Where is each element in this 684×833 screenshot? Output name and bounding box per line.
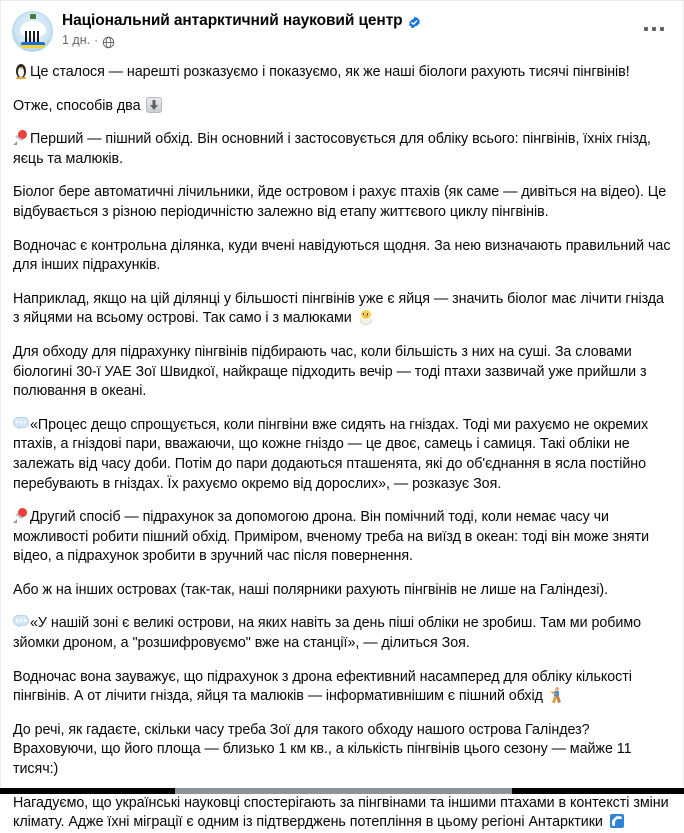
post-paragraph (13, 416, 671, 494)
paragraph-text: «У нашій зоні є великі острови, на яких навіть за день піші обліки не зробиш. Там ми робимо зйомки дроном, а "розшифровуємо" вже на станції», — ділиться Зоя. (13, 615, 641, 652)
paragraph-text: Це сталося — нарешті розказуємо і показуємо, як же наші біологи рахують тисячі пінгвінів! (30, 64, 630, 80)
post-paragraph (13, 581, 671, 601)
post-timestamp[interactable]: 1 дн. (62, 33, 91, 47)
more-dot (652, 27, 656, 31)
paragraph-text: Наприклад, якщо на цій ділянці у більшості пінгвінів уже є яйця — значить біолог має лічити гнізда з яйцями на всьому острові. Так само і з малюками (13, 290, 664, 327)
paragraph-text: Для обходу для підрахунку пінгвінів підбирають час, коли більшість з них на суші. За словами біологині 30-ї УАЕ Зої Швидкої, найкраще підходить вечір — тоді птахи зазвичай уже прийшли з полювання в океані. (13, 343, 647, 400)
paragraph-text: «Процес дещо спрощується, коли пінгвіни вже сидять на гніздах. Тоді ми рахуємо не окремих птахів, а гніздові пари, вважаючи, що кожне гніздо — це двоє, самець і самиця. Такі обліки не залежать від часу доби. Потім до пари додаються пташенята, які до об'єднання в ясла постійно перебувають в гніздах. Їх рахуємо окремо від дорослих», — розказує Зоя. (13, 416, 649, 492)
speech-balloon-icon (13, 614, 29, 630)
post-paragraph (13, 237, 671, 276)
more-dot (644, 27, 648, 31)
paragraph-text: Водночас вона зауважує, що підрахунок з дрона ефективний насамперед для обліку кількості пінгвінів. А от лічити гнізда, яйця та малюків — інформативнішим є пішний обхід (13, 668, 632, 705)
person-walking-icon (549, 687, 565, 703)
verified-badge-icon (408, 15, 421, 28)
penguin-icon (13, 63, 29, 79)
pushpin-icon (13, 508, 29, 524)
paragraph-text: До речі, як гадаєте, скільки часу треба Зої для такого обходу нашого острова Галіндез? Враховуючи, що його площа — близько 1 км кв., а кількість пінгвінів цього сезону — майже 11 тисяч:) (13, 721, 632, 778)
post-paragraph (13, 721, 671, 780)
avatar-emblem-top (30, 14, 36, 19)
paragraph-text: Нагадуємо, що українські науковці спостерігають за пінгвінами та іншими птахами в контексті зміни клімату. Адже їхні міграції є одним із підтверджень потепління в цьому регіоні Антарктики (13, 794, 669, 831)
post-paragraph (13, 614, 671, 653)
hatching-chick-icon (358, 309, 374, 325)
post-body (0, 56, 684, 833)
arrow-down-button-icon (146, 97, 162, 113)
page-name-row (62, 11, 672, 30)
paragraph-text: Отже, способів два (13, 97, 145, 114)
post-options-button[interactable] (638, 18, 670, 40)
post-paragraph (13, 63, 671, 83)
post-paragraph (13, 668, 671, 707)
globe-icon[interactable] (102, 36, 115, 49)
paragraph-text: Біолог бере автоматичні лічильники, йде островом і рахує птахів (як саме — дивіться на відео). Це відбувається з різною періодичністю залежно від етапу життєвого циклу пінгвінів. (13, 184, 667, 220)
post-paragraph (13, 794, 671, 833)
horizontal-scrollbar-thumb[interactable] (175, 788, 512, 794)
post-paragraph (13, 508, 671, 567)
more-dot (660, 27, 664, 31)
page-name[interactable]: Національний антарктичний науковий центр (62, 12, 403, 29)
avatar-flag-shape (21, 42, 45, 48)
blue-globe-icon (609, 813, 625, 829)
post-header-text (62, 10, 672, 48)
speech-balloon-icon (13, 416, 29, 432)
post-meta (62, 33, 672, 48)
horizontal-scrollbar[interactable] (0, 788, 684, 794)
paragraph-text: Перший — пішний обхід. Він основний і застосовується для обліку всього: пінгвінів, їхніх гнізд, яєць та малюків. (13, 131, 651, 167)
paragraph-text: Другий спосіб — підрахунок за допомогою дрона. Він помічний тоді, коли немає часу чи можливості робити пішний обхід. Приміром, вченому треба на виїзд в океан: тоді він може зняти відео, а підрахунок зробити в зручний час після повернення. (13, 509, 650, 565)
avatar[interactable] (12, 11, 53, 52)
post-paragraph (13, 130, 671, 169)
post-header (0, 0, 684, 56)
post-paragraph (13, 343, 671, 402)
paragraph-text: Або ж на інших островах (так-так, наші полярники рахують пінгвінів не лише на Галіндезі). (13, 581, 609, 598)
paragraph-text: Водночас є контрольна ділянка, куди вчені навідуються щодня. За нею визначають правильний час для інших підрахунків. (13, 237, 671, 274)
post-paragraph (13, 183, 671, 222)
post-paragraph (13, 97, 671, 117)
pushpin-icon (13, 130, 29, 146)
left-divider (0, 0, 1, 788)
post-paragraph (13, 290, 671, 329)
meta-separator: · (94, 33, 99, 47)
